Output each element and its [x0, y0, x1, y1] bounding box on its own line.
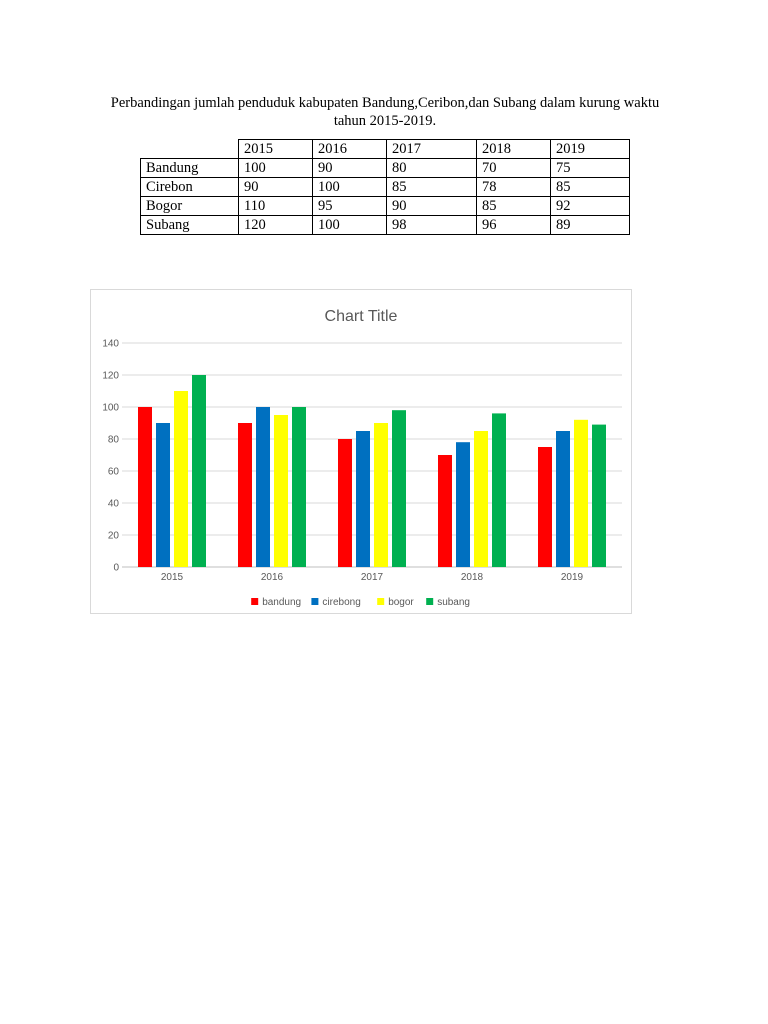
table-header-row — [141, 140, 630, 159]
column-header: 2019 — [551, 140, 630, 159]
bar-subang-2017 — [392, 410, 406, 567]
legend-swatch-subang — [426, 598, 433, 605]
table-cell: 90 — [239, 178, 313, 197]
row-label: Cirebon — [141, 178, 239, 197]
table-cell: 85 — [387, 178, 477, 197]
row-label: Bandung — [141, 159, 239, 178]
table-row — [141, 197, 630, 216]
y-tick-label: 100 — [102, 402, 119, 414]
table-cell: 92 — [551, 197, 630, 216]
heading-line-2: tahun 2015-2019. — [333, 113, 437, 129]
legend-swatch-bandung — [251, 598, 258, 605]
legend-label-bandung: bandung — [262, 597, 302, 608]
table-cell: 78 — [477, 178, 551, 197]
table-cell: 90 — [313, 159, 387, 178]
x-tick-label: 2016 — [260, 572, 284, 583]
bar-subang-2016 — [292, 407, 306, 567]
bar-bandung-2016 — [238, 423, 252, 567]
bar-bandung-2015 — [138, 407, 152, 567]
column-header: 2017 — [387, 140, 477, 159]
population-table — [140, 139, 630, 235]
y-tick-label: 40 — [107, 498, 119, 510]
bar-cirebong-2017 — [356, 431, 370, 567]
heading-line-1: Perbandingan jumlah penduduk kabupaten Bandung,Ceribon,dan Subang dalam kurung waktu — [110, 95, 660, 111]
table-row — [141, 159, 630, 178]
bar-subang-2019 — [592, 425, 606, 567]
table-cell: 98 — [387, 216, 477, 235]
table-cell: 110 — [239, 197, 313, 216]
column-header: 2016 — [313, 140, 387, 159]
table-cell: 100 — [239, 159, 313, 178]
table-cell: 120 — [239, 216, 313, 235]
table-cell: 95 — [313, 197, 387, 216]
column-header: 2015 — [239, 140, 313, 159]
bar-bogor-2015 — [174, 391, 188, 567]
row-label: Bogor — [141, 197, 239, 216]
legend-swatch-bogor — [377, 598, 384, 605]
legend-swatch-cirebong — [311, 598, 318, 605]
table-cell: 70 — [477, 159, 551, 178]
column-header: 2018 — [477, 140, 551, 159]
bar-cirebong-2019 — [556, 431, 570, 567]
bar-cirebong-2016 — [256, 407, 270, 567]
legend-label-bogor: bogor — [388, 597, 414, 608]
table-cell: 100 — [313, 178, 387, 197]
y-tick-label: 140 — [102, 338, 119, 350]
x-tick-label: 2019 — [560, 572, 584, 583]
bar-bogor-2019 — [574, 420, 588, 567]
legend-label-cirebong: cirebong — [322, 597, 361, 608]
x-tick-label: 2018 — [460, 572, 484, 583]
x-tick-label: 2015 — [160, 572, 184, 583]
bar-bandung-2019 — [538, 447, 552, 567]
row-label: Subang — [141, 216, 239, 235]
bar-chart — [90, 289, 632, 614]
table-cell: 90 — [387, 197, 477, 216]
table-cell: 85 — [477, 197, 551, 216]
bar-cirebong-2018 — [456, 442, 470, 567]
chart-canvas — [91, 290, 631, 613]
table-corner-cell — [141, 140, 239, 159]
table-cell: 75 — [551, 159, 630, 178]
legend-label-subang: subang — [437, 597, 471, 608]
document-heading — [90, 94, 680, 130]
bar-bandung-2017 — [338, 439, 352, 567]
x-tick-label: 2017 — [360, 572, 384, 583]
bar-cirebong-2015 — [156, 423, 170, 567]
bar-bandung-2018 — [438, 455, 452, 567]
bar-subang-2018 — [492, 413, 506, 567]
bar-subang-2015 — [192, 375, 206, 567]
chart-title: Chart Title — [324, 308, 398, 325]
table-row — [141, 216, 630, 235]
y-tick-label: 80 — [107, 434, 119, 446]
table-cell: 89 — [551, 216, 630, 235]
y-tick-label: 0 — [113, 562, 119, 574]
y-tick-label: 120 — [102, 370, 119, 382]
bar-bogor-2017 — [374, 423, 388, 567]
table-cell: 80 — [387, 159, 477, 178]
y-tick-label: 60 — [107, 466, 119, 478]
bar-bogor-2016 — [274, 415, 288, 567]
table-row — [141, 178, 630, 197]
table-cell: 85 — [551, 178, 630, 197]
table-cell: 100 — [313, 216, 387, 235]
bar-bogor-2018 — [474, 431, 488, 567]
y-tick-label: 20 — [107, 530, 119, 542]
table-cell: 96 — [477, 216, 551, 235]
